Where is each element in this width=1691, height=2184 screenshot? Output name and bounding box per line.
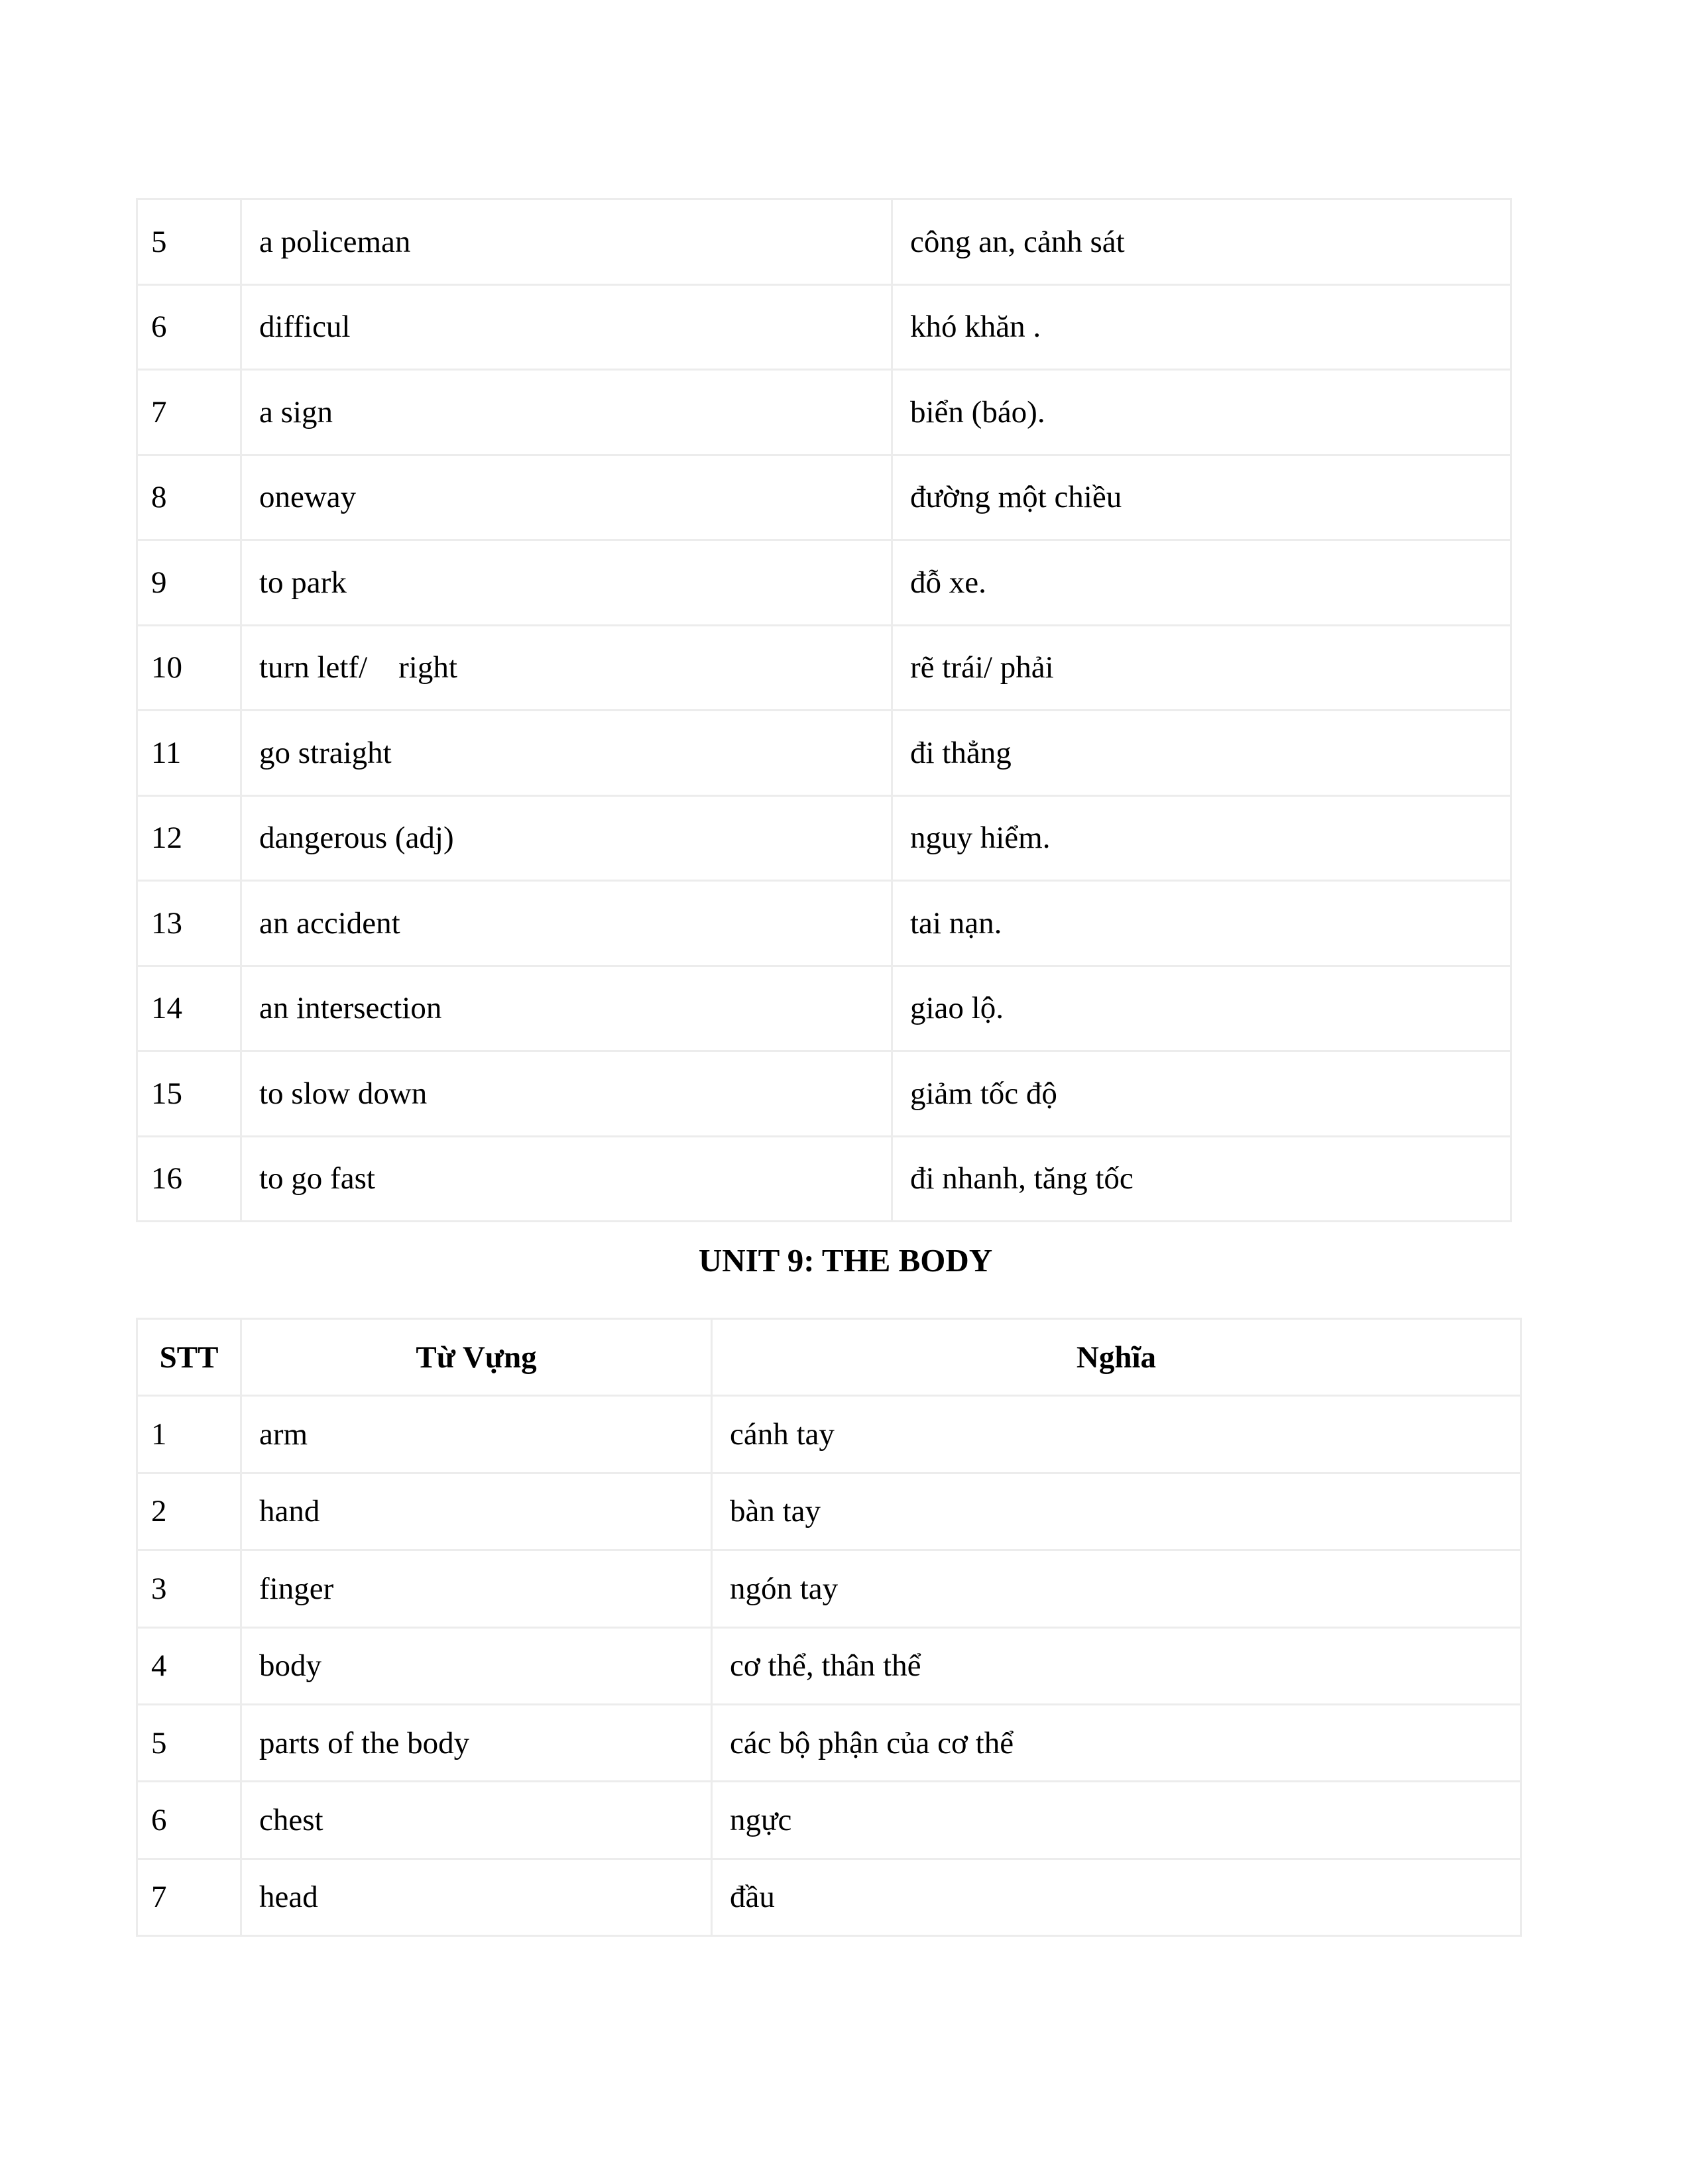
word-meaning: đỗ xe.	[892, 540, 1511, 626]
table-row	[137, 795, 1511, 881]
row-number: 6	[137, 1782, 241, 1859]
vocabulary-word: an accident	[241, 881, 892, 966]
word-meaning: bàn tay	[712, 1473, 1521, 1550]
word-meaning: công an, cảnh sát	[892, 200, 1511, 285]
table-row	[137, 370, 1511, 455]
table-row	[137, 881, 1511, 966]
word-meaning: ngón tay	[712, 1550, 1521, 1627]
table-row	[137, 711, 1511, 796]
vocabulary-word: a policeman	[241, 200, 892, 285]
row-number: 7	[137, 1859, 241, 1935]
word-meaning: biển (báo).	[892, 370, 1511, 455]
vocabulary-word: dangerous (adj)	[241, 795, 892, 881]
table-row	[137, 1396, 1521, 1473]
table-row	[137, 1859, 1521, 1935]
row-number: 12	[137, 795, 241, 881]
word-meaning: giao lộ.	[892, 966, 1511, 1051]
row-number: 16	[137, 1136, 241, 1222]
table-row	[137, 966, 1511, 1051]
vocabulary-word: to slow down	[241, 1051, 892, 1137]
vocabulary-word: finger	[241, 1550, 712, 1627]
word-meaning: khó khăn .	[892, 284, 1511, 370]
row-number: 6	[137, 284, 241, 370]
vocabulary-word: to go fast	[241, 1136, 892, 1222]
table-row	[137, 1550, 1521, 1627]
row-number: 13	[137, 881, 241, 966]
vocabulary-word: turn letf/ right	[241, 625, 892, 711]
row-number: 3	[137, 1550, 241, 1627]
table-row	[137, 1627, 1521, 1704]
word-meaning: cơ thể, thân thể	[712, 1627, 1521, 1704]
header-meaning: Nghĩa	[712, 1319, 1521, 1396]
header-number: STT	[137, 1319, 241, 1396]
word-meaning: các bộ phận của cơ thể	[712, 1704, 1521, 1781]
header-word: Từ Vựng	[241, 1319, 712, 1396]
row-number: 2	[137, 1473, 241, 1550]
row-number: 10	[137, 625, 241, 711]
row-number: 11	[137, 711, 241, 796]
word-meaning: ngực	[712, 1782, 1521, 1859]
traffic-vocabulary-table	[136, 198, 1512, 1222]
table-row	[137, 625, 1511, 711]
word-meaning: tai nạn.	[892, 881, 1511, 966]
vocabulary-word: parts of the body	[241, 1704, 712, 1781]
row-number: 4	[137, 1627, 241, 1704]
row-number: 14	[137, 966, 241, 1051]
word-meaning: đi nhanh, tăng tốc	[892, 1136, 1511, 1222]
table-row	[137, 284, 1511, 370]
table-row	[137, 1473, 1521, 1550]
word-meaning: đường một chiều	[892, 455, 1511, 540]
vocabulary-word: to park	[241, 540, 892, 626]
row-number: 9	[137, 540, 241, 626]
table-row	[137, 200, 1511, 285]
row-number: 1	[137, 1396, 241, 1473]
table-row	[137, 1704, 1521, 1781]
vocabulary-word: difficul	[241, 284, 892, 370]
word-meaning: giảm tốc độ	[892, 1051, 1511, 1137]
vocabulary-word: oneway	[241, 455, 892, 540]
vocabulary-word: go straight	[241, 711, 892, 796]
table-row	[137, 455, 1511, 540]
vocabulary-word: chest	[241, 1782, 712, 1859]
table-row	[137, 1782, 1521, 1859]
row-number: 5	[137, 200, 241, 285]
body-vocabulary-table	[136, 1318, 1522, 1937]
word-meaning: đầu	[712, 1859, 1521, 1935]
vocabulary-word: arm	[241, 1396, 712, 1473]
row-number: 7	[137, 370, 241, 455]
word-meaning: đi thẳng	[892, 711, 1511, 796]
vocabulary-word: head	[241, 1859, 712, 1935]
vocabulary-word: body	[241, 1627, 712, 1704]
vocabulary-word: a sign	[241, 370, 892, 455]
word-meaning: nguy hiểm.	[892, 795, 1511, 881]
vocabulary-word: an intersection	[241, 966, 892, 1051]
table-header-row	[137, 1319, 1521, 1396]
table-row	[137, 1136, 1511, 1222]
vocabulary-word: hand	[241, 1473, 712, 1550]
row-number: 8	[137, 455, 241, 540]
table-row	[137, 1051, 1511, 1137]
unit-heading: UNIT 9: THE BODY	[698, 1242, 993, 1279]
row-number: 5	[137, 1704, 241, 1781]
table-row	[137, 540, 1511, 626]
word-meaning: cánh tay	[712, 1396, 1521, 1473]
word-meaning: rẽ trái/ phải	[892, 625, 1511, 711]
row-number: 15	[137, 1051, 241, 1137]
